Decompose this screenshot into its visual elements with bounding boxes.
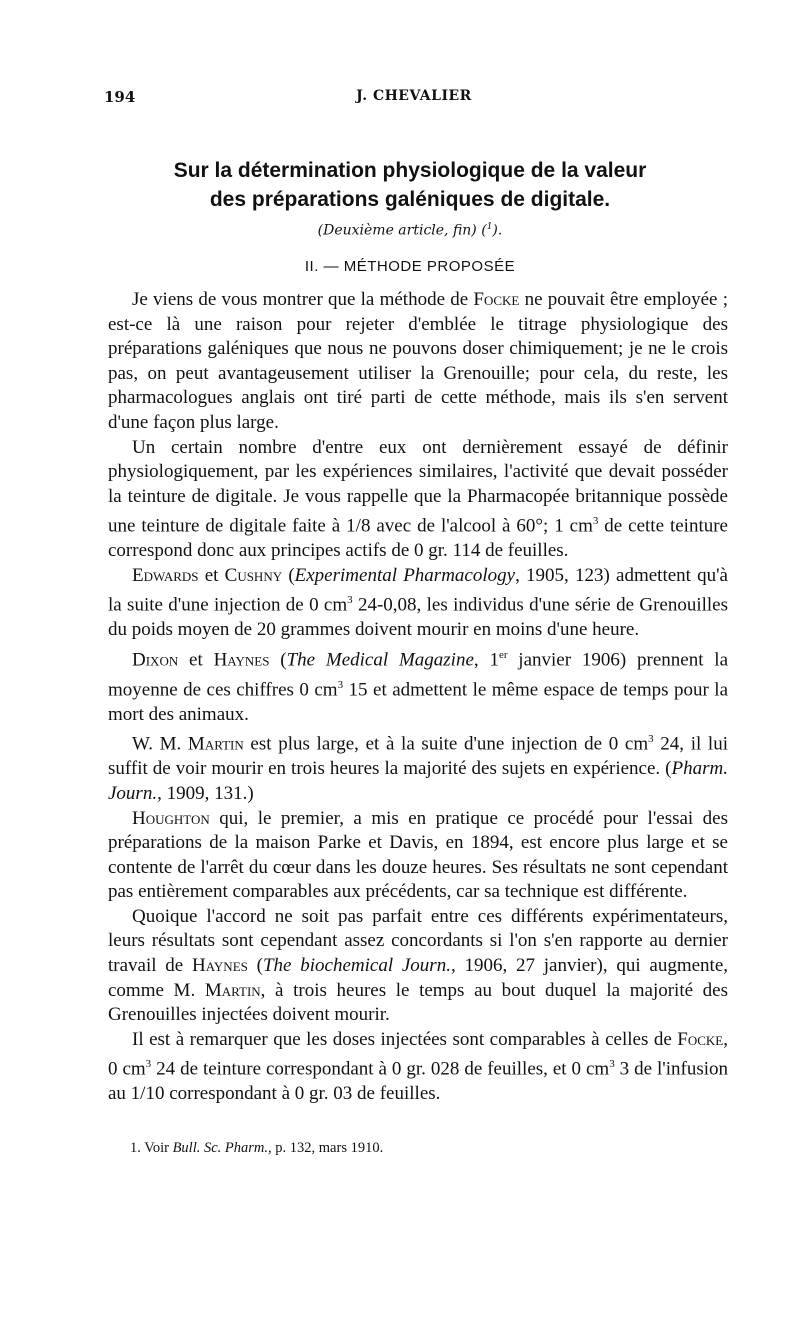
text-run: W. M. bbox=[132, 733, 188, 755]
title-line-2: des préparations galéniques de digitale. bbox=[209, 188, 611, 211]
author-name: Focke bbox=[473, 289, 520, 310]
paragraph-2 bbox=[108, 436, 728, 564]
text-run: ( bbox=[282, 564, 295, 586]
text-run: et bbox=[198, 564, 225, 586]
text-run: 15 et admettent le même espace de temps pour la mort des animaux. bbox=[108, 679, 729, 725]
text-run: est plus large, et à la suite d'une injection de 0 cm bbox=[243, 733, 649, 755]
text-run: Quoique l'accord ne soit pas parfait entre ces différents expérimentateurs, leurs résultats sont cependant assez concordants si l'on s'en rapporte au dernier travail de bbox=[108, 905, 728, 977]
article-title bbox=[100, 156, 720, 214]
superscript: 3 bbox=[648, 733, 654, 746]
author-name: Haynes bbox=[192, 955, 248, 977]
text-run: , 1 bbox=[473, 649, 499, 671]
text-run: , 1909, 131.) bbox=[157, 782, 254, 804]
paragraph-4 bbox=[108, 643, 728, 727]
author-name: Cushny bbox=[224, 564, 283, 586]
text-run: , 1905, 123) admettent qu'à la suite d'une injection de 0 cm bbox=[108, 564, 728, 616]
text-run: Je viens de vous montrer que la méthode de bbox=[132, 289, 474, 310]
text-run: 1. Voir bbox=[130, 1140, 173, 1156]
paragraph-1 bbox=[108, 288, 728, 436]
journal-title: Bull. Sc. Pharm. bbox=[172, 1140, 269, 1156]
section-heading: II. — MÉTHODE PROPOSÉE bbox=[304, 258, 516, 275]
text-run: qui, le premier, a mis en pratique ce procédé pour l'essai des préparations de la maison Parke et Davis, en 1894, est encore plus large et se contente de l'arrêt du cœur dans les douze heures. Ses résultats ne sont cependant pas entièrement comparables aux précédents, car sa technique est différente. bbox=[108, 807, 728, 903]
author-name: Martin bbox=[204, 979, 261, 1001]
author-name: Houghton bbox=[132, 807, 210, 829]
text-run: Un certain nombre d'entre eux ont dernièrement essayé de définir physiologiquement, par les expériences similaires, l'activité que devait posséder la teinture de digitale. Je vous rappelle que la Pharmacopée britannique possède une teinture de digitale faite à 1/8 avec de l'alcool à 60°; 1 cm bbox=[108, 436, 728, 537]
footnote-mark: 1 bbox=[486, 222, 493, 232]
superscript: 3 bbox=[337, 678, 344, 691]
subtitle-text: (Deuxième article, fin) ( bbox=[317, 222, 487, 239]
text-run: et bbox=[178, 649, 214, 671]
text-run: de cette teinture correspond donc aux principes actifs de 0 gr. 114 de feuilles. bbox=[108, 515, 728, 562]
page-header bbox=[104, 88, 724, 112]
subtitle-suffix: ). bbox=[492, 222, 503, 239]
journal-title: The biochemical Journ. bbox=[262, 955, 451, 977]
superscript: 3 bbox=[145, 1058, 152, 1071]
superscript: er bbox=[498, 648, 508, 661]
author-name: Edwards bbox=[132, 564, 199, 586]
text-run: , à trois heures le temps au bout duquel la majorité des Grenouilles injectées doivent mourir. bbox=[108, 979, 728, 1026]
text-run: Il est à remarquer que les doses injectées sont comparables à celles de bbox=[132, 1028, 678, 1050]
text-run: , 0 cm bbox=[108, 1028, 728, 1080]
superscript: 3 bbox=[592, 515, 599, 528]
journal-title: Pharm. Journ. bbox=[108, 758, 728, 804]
title-line-1: Sur la détermination physiologique de la valeur bbox=[173, 159, 647, 182]
footnote bbox=[130, 1140, 730, 1157]
text-run: ( bbox=[269, 649, 287, 671]
author-name: Focke bbox=[677, 1028, 724, 1050]
running-head: J. CHEVALIER bbox=[356, 88, 472, 104]
author-name: Haynes bbox=[213, 649, 270, 671]
text-run: ne pouvait être employée ; est-ce là une raison pour rejeter d'emblée le titrage physiologique des préparations galéniques que nous ne pouvons doser chimiquement; je ne le crois pas, on peut avantageusement utiliser la Grenouille; pour cela, du reste, les pharmacologues anglais ont tiré parti de cette méthode, mais ils s'en servent d'une façon plus large. bbox=[108, 289, 728, 433]
paragraph-8 bbox=[108, 1028, 728, 1107]
paragraph-7 bbox=[108, 905, 728, 1028]
paragraph-3 bbox=[108, 564, 728, 643]
author-name: Dixon bbox=[132, 649, 179, 671]
journal-title: Experimental Pharmacology bbox=[294, 564, 516, 586]
superscript: 3 bbox=[347, 594, 353, 607]
page-number: 194 bbox=[104, 88, 136, 106]
text-run: , 1906, 27 janvier), qui augmente, comme M. bbox=[108, 955, 729, 1001]
article-body bbox=[108, 288, 728, 1107]
journal-title: The Medical Magazine bbox=[286, 649, 474, 671]
text-run: 24 de teinture correspondant à 0 gr. 028 de feuilles, et 0 cm bbox=[151, 1058, 610, 1080]
author-name: Martin bbox=[187, 733, 244, 755]
paragraph-5 bbox=[108, 727, 728, 806]
text-run: 24-0,08, les individus d'une série de Grenouilles du poids moyen de 20 grammes doivent mourir en moins d'une heure. bbox=[108, 594, 728, 641]
text-run: , p. 132, mars 1910. bbox=[268, 1140, 384, 1156]
superscript: 3 bbox=[609, 1058, 615, 1071]
text-run: ( bbox=[247, 955, 263, 977]
paragraph-6 bbox=[108, 807, 728, 905]
article-subtitle bbox=[100, 218, 720, 240]
text-run: 3 de l'infusion au 1/10 correspondant à 0 gr. 03 de feuilles. bbox=[108, 1058, 728, 1105]
text-run: janvier 1906) prennent la moyenne de ces chiffres 0 cm bbox=[108, 649, 729, 701]
text-run: 24, il lui suffit de voir mourir en trois heures la majorité des sujets en expérience. ( bbox=[108, 733, 728, 780]
